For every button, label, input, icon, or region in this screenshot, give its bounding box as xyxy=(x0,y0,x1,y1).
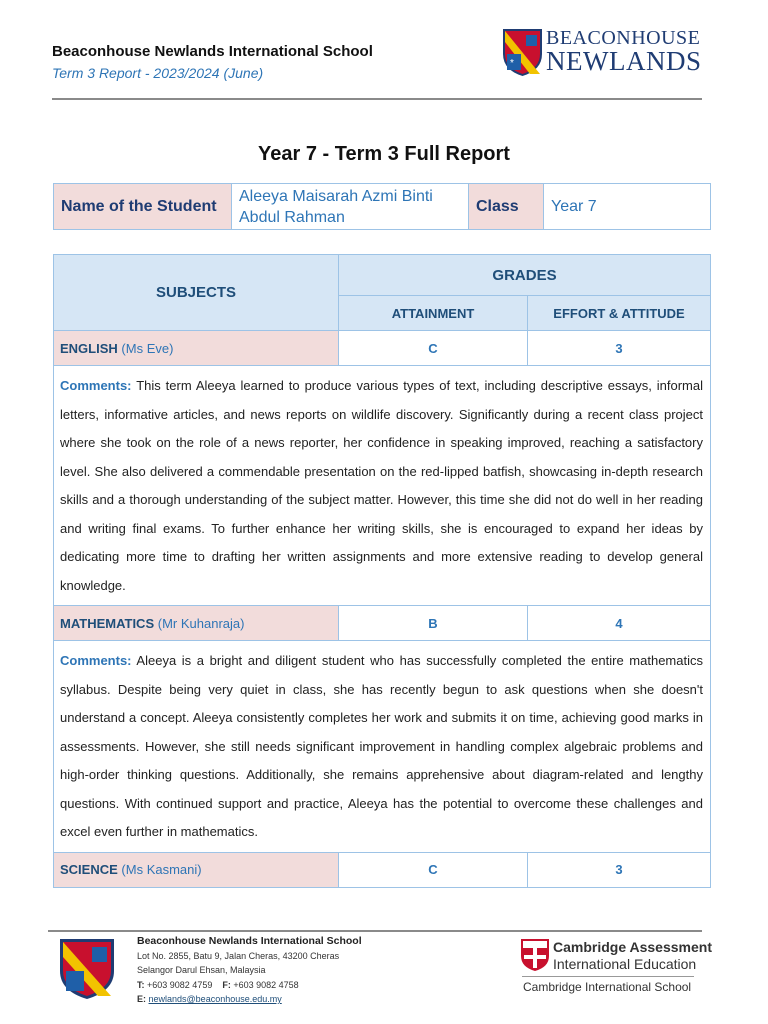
class-label: Class xyxy=(469,184,544,230)
effort-header: EFFORT & ATTITUDE xyxy=(528,296,711,331)
comments-label: Comments: xyxy=(60,378,132,393)
footer-address-block xyxy=(137,934,362,1007)
footer-address-line2: Selangor Darul Ehsan, Malaysia xyxy=(137,965,266,975)
attainment-grade: C xyxy=(339,852,528,887)
header-school-name: Beaconhouse Newlands International School xyxy=(52,43,373,60)
attainment-grade: B xyxy=(339,606,528,641)
class-value: Year 7 xyxy=(544,184,711,230)
logo-line1: BEACONHOUSE xyxy=(546,27,701,49)
email-link[interactable]: newlands@beaconhouse.edu.my xyxy=(148,994,282,1004)
table-row xyxy=(54,331,711,366)
cambridge-divider xyxy=(522,976,694,977)
comment-cell xyxy=(54,641,711,853)
teacher-name: (Mr Kuhanraja) xyxy=(157,615,245,631)
cambridge-line2: International Education xyxy=(553,956,697,972)
footer-address-line1: Lot No. 2855, Batu 9, Jalan Cheras, 43200 Cheras xyxy=(137,950,340,961)
footer-email-line xyxy=(137,992,362,1007)
footer-school-name: Beaconhouse Newlands International School xyxy=(137,935,362,947)
email-label: E: xyxy=(137,994,146,1004)
logo-line2: NEWLANDS xyxy=(546,46,702,76)
comment-row xyxy=(54,366,711,606)
report-title: Year 7 - Term 3 Full Report xyxy=(258,143,510,165)
subject-cell xyxy=(54,331,339,366)
student-info-table xyxy=(53,183,711,230)
grades-table xyxy=(53,254,711,888)
comment-row xyxy=(54,641,711,853)
footer-phone-line xyxy=(137,978,362,993)
attainment-header: ATTAINMENT xyxy=(339,296,528,331)
effort-grade: 4 xyxy=(528,606,711,641)
subject-name: ENGLISH xyxy=(60,340,118,356)
school-crest-icon xyxy=(58,937,116,1001)
table-row xyxy=(54,606,711,641)
header-divider xyxy=(52,98,702,100)
cambridge-shield-icon xyxy=(520,938,550,972)
header-term: Term 3 Report - 2023/2024 (June) xyxy=(52,65,264,81)
student-name-line2: Abdul Rahman xyxy=(239,208,345,226)
comment-cell xyxy=(54,366,711,606)
student-name-value xyxy=(232,184,469,230)
grades-header: GRADES xyxy=(339,255,711,296)
attainment-grade: C xyxy=(339,331,528,366)
footer-divider xyxy=(48,930,702,932)
subjects-header: SUBJECTS xyxy=(54,255,339,331)
subject-cell xyxy=(54,606,339,641)
student-name-label: Name of the Student xyxy=(54,184,232,230)
phone-number: +603 9082 4759 xyxy=(147,979,213,990)
student-name-line1: Aleeya Maisarah Azmi Binti xyxy=(239,187,433,205)
teacher-name: (Ms Eve) xyxy=(121,340,174,356)
subject-name: MATHEMATICS xyxy=(60,615,155,631)
cambridge-line1: Cambridge Assessment xyxy=(553,939,712,955)
phone-label: T: xyxy=(137,979,145,990)
fax-label: F: xyxy=(222,979,231,990)
table-row xyxy=(54,852,711,887)
fax-number: +603 9082 4758 xyxy=(233,979,299,990)
subject-name: SCIENCE xyxy=(60,862,118,877)
cambridge-line3: Cambridge International School xyxy=(523,980,692,994)
teacher-name: (Ms Kasmani) xyxy=(121,862,202,877)
comment-text: Aleeya is a bright and diligent student who has successfully completed the entire mathematics syllabus. Despite being very quiet in class, she has recently begun to ask questions when she doesn't understand a concept. Aleeya consistently completes her work and submits it on time, achieving good marks in assessments. However, she still needs significant improvement in handling complex algebraic problems and high-order thinking questions. Additionally, she remains apprehensive about diagram-related and lengthy questions. With continued support and practice, Aleeya has the potential to overcome these challenges and excel even further in mathematics. xyxy=(60,653,703,839)
effort-grade: 3 xyxy=(528,331,711,366)
subject-cell xyxy=(54,852,339,887)
svg-text:*: * xyxy=(510,58,514,69)
comment-text: This term Aleeya learned to produce various types of text, including descriptive essays, informal letters, informative articles, and news reports on wildlife discovery. Significantly during a recent class project where she took on the role of a news reporter, her confidence in speaking improved, reaching a satisfactory level. She also delivered a commendable presentation on the red-lipped batfish, showcasing in-depth research skills and a thorough understanding of the subject matter. However, this time she did not do well in her reading and writing final exams. To further enhance her writing skills, she is encouraged to expand her ideas by dedicating more time to drafting her written assignments and more extensive reading to develop general knowledge. xyxy=(60,378,703,593)
effort-grade: 3 xyxy=(528,852,711,887)
comments-label: Comments: xyxy=(60,653,132,668)
